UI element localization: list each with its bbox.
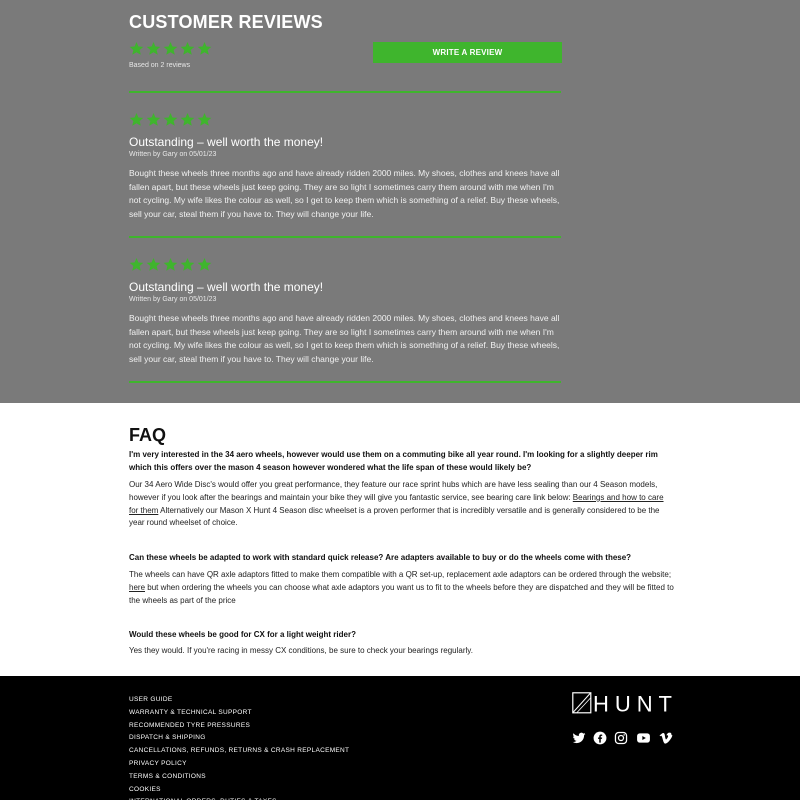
star-icon <box>163 112 178 127</box>
faq-answer <box>129 569 674 607</box>
star-icon <box>163 257 178 272</box>
footer-link-terms[interactable]: TERMS & CONDITIONS <box>129 772 206 780</box>
star-icon <box>146 41 161 56</box>
star-icon <box>180 41 195 56</box>
review-author-date: Written by Gary on 05/01/23 <box>129 151 217 158</box>
footer-link-tyre-pressures[interactable]: RECOMMENDED TYRE PRESSURES <box>129 721 251 729</box>
overall-rating-stars <box>129 41 212 56</box>
site-footer <box>0 676 800 806</box>
star-icon <box>146 112 161 127</box>
footer-link-international[interactable]: INTERNATIONAL ORDERS, DUTIES & TAXES <box>129 798 277 806</box>
divider <box>129 236 561 238</box>
review-body: Bought these wheels three months ago and have already ridden 2000 miles. My shoes, clothes and knees have all fallen apart, but these wheels just keep going. They are so light I sometimes carry them around with me when I'm not cycling. My wife likes the colour as well, so I get to keep them which is something of a relief. Buy these wheels, sell your car, steal them if you have to. They will change your life. <box>129 313 560 364</box>
reviews-heading: CUSTOMER REVIEWS <box>129 12 323 32</box>
faq-answer-text: but when ordering the wheels you can choose what axle adaptors you want us to fit to the wheels before they are dispatched and they will be fitted to the wheels as part of the price <box>129 582 674 605</box>
review-author-date: Written by Gary on 05/01/23 <box>129 296 217 303</box>
star-icon <box>129 41 144 56</box>
review-count: Based on 2 reviews <box>129 62 191 69</box>
footer-link-warranty[interactable]: WARRANTY & TECHNICAL SUPPORT <box>129 708 252 716</box>
star-icon <box>163 41 178 56</box>
twitter-icon[interactable] <box>572 731 586 745</box>
social-links <box>572 731 673 745</box>
divider <box>129 381 561 383</box>
axle-adaptors-link[interactable]: here <box>129 582 146 592</box>
review-body: Bought these wheels three months ago and have already ridden 2000 miles. My shoes, clothes and knees have all fallen apart, but these wheels just keep going. They are so light I sometimes carry them around with me when I'm not cycling. My wife likes the colour as well, so I get to keep them which is something of a relief. Buy these wheels, sell your car, steal them if you have to. They will change your life. <box>129 168 560 219</box>
review-rating-stars <box>129 257 212 272</box>
youtube-icon[interactable] <box>635 731 652 745</box>
hunt-logo[interactable] <box>572 692 674 714</box>
logo-text: HUNT <box>593 692 673 714</box>
star-icon <box>180 112 195 127</box>
faq-answer-text: Our 34 Aero Wide Disc's would offer you great performance, they feature our race sprint hubs which are have less sealing than our 4 Season models, however if you look after the bearings and maintain your bike they will give you fantastic service, see bearing care link below: <box>129 480 658 502</box>
faq-question: Can these wheels be adapted to work with standard quick release? Are adapters available to buy or do the wheels come with these? <box>129 553 632 562</box>
customer-reviews-section <box>0 0 800 403</box>
facebook-icon[interactable] <box>593 731 607 745</box>
vimeo-icon[interactable] <box>659 731 673 745</box>
bearing-care-link[interactable]: Bearings and how to care for them <box>129 492 664 515</box>
star-icon <box>197 41 212 56</box>
footer-link-cancellations[interactable]: CANCELLATIONS, REFUNDS, RETURNS & CRASH REPLACEMENT <box>129 747 350 755</box>
star-icon <box>197 257 212 272</box>
faq-answer-text: Alternatively our Mason X Hunt 4 Season disc wheelset is a proven performer that is incredibly versatile and is generally considered to be the year round wheelset of choice. <box>129 505 660 528</box>
star-icon <box>129 257 144 272</box>
faq-answer <box>129 479 674 530</box>
review-title: Outstanding – well worth the money! <box>129 135 324 149</box>
faq-heading: FAQ <box>129 425 167 445</box>
write-review-button[interactable]: WRITE A REVIEW <box>373 42 562 63</box>
footer-link-privacy[interactable]: PRIVACY POLICY <box>129 759 187 767</box>
star-icon <box>197 112 212 127</box>
instagram-icon[interactable] <box>614 731 628 745</box>
footer-link-cookies[interactable]: COOKIES <box>129 785 161 793</box>
star-icon <box>146 257 161 272</box>
faq-question: I'm very interested in the 34 aero wheels, however would use them on a commuting bike all year round. I'm looking for a slightly deeper rim which this offers over the mason 4 season however wondered what the life span of these would likely be? <box>129 450 658 472</box>
review-title: Outstanding – well worth the money! <box>129 280 324 294</box>
footer-link-user-guide[interactable]: USER GUIDE <box>129 696 173 703</box>
faq-answer: Yes they would. If you're racing in messy CX conditions, be sure to check your bearings regularly. <box>129 646 473 655</box>
footer-link-dispatch[interactable]: DISPATCH & SHIPPING <box>129 734 206 742</box>
faq-answer-text: The wheels can have QR axle adaptors fitted to make them compatible with a QR set-up, replacement axle adaptors can be ordered through the website; <box>129 570 672 579</box>
footer-links <box>129 694 349 809</box>
star-icon <box>180 257 195 272</box>
divider <box>129 91 561 93</box>
faq-question: Would these wheels be good for CX for a light weight rider? <box>129 630 356 639</box>
star-icon <box>129 112 144 127</box>
review-rating-stars <box>129 112 212 127</box>
